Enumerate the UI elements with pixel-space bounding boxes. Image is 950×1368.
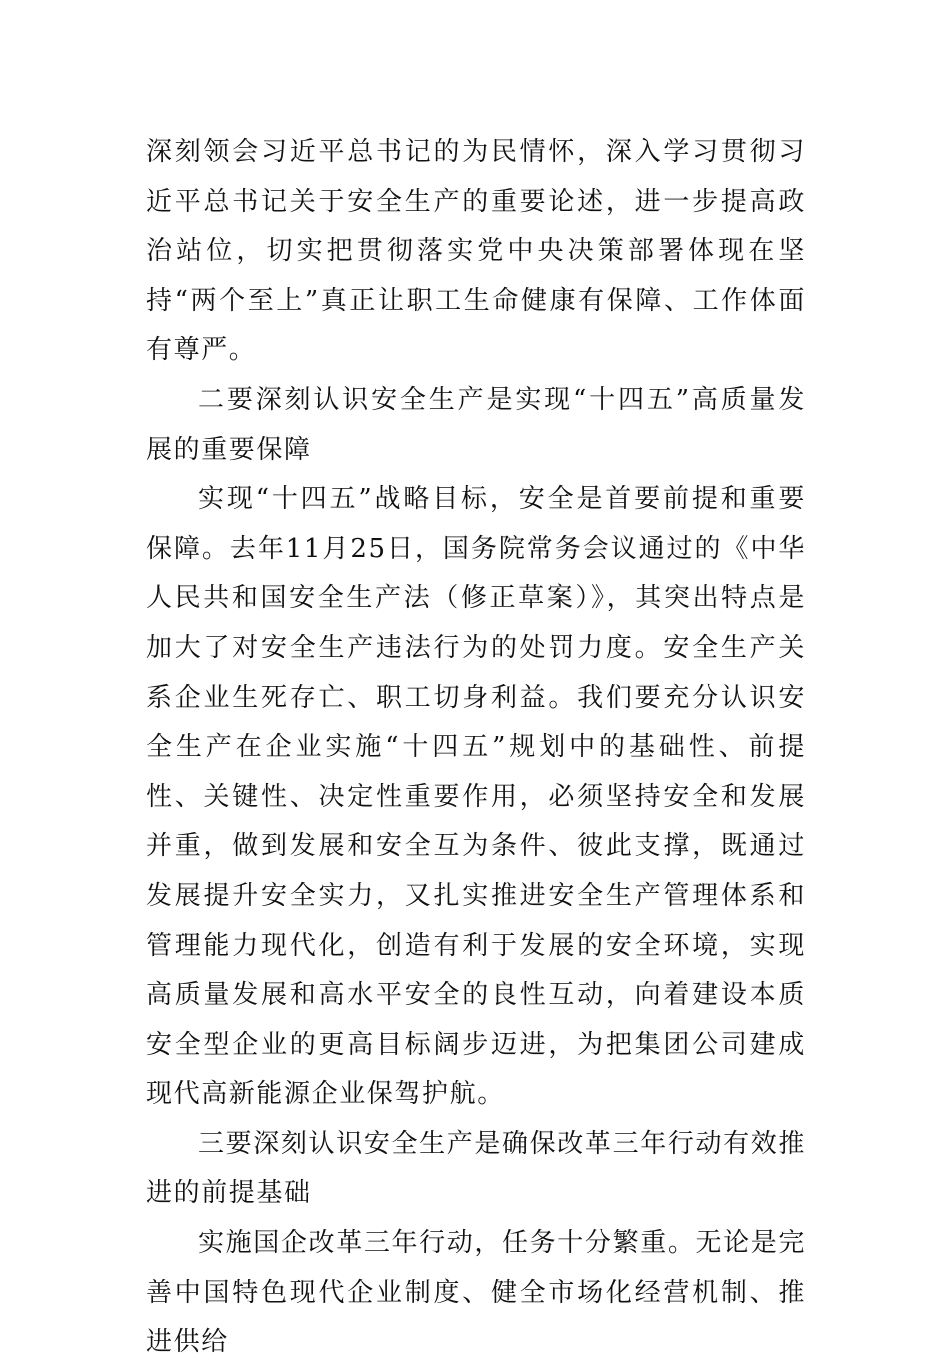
document-body [146, 128, 806, 1368]
paragraph-body: 实施国企改革三年行动，任务十分繁重。无论是完善中国特色现代企业制度、健全市场化经营机制、推进供给 [146, 1228, 806, 1358]
section-heading-two: 二要深刻认识安全生产是实现“十四五”高质量发展的重要保障 [146, 384, 806, 465]
section-heading-three: 三要深刻认识安全生产是确保改革三年行动有效推进的前提基础 [146, 1128, 806, 1209]
paragraph-body: 实现“十四五”战略目标，安全是首要前提和重要保障。去年11月25日，国务院常务会议通过的《中华人民共和国安全生产法（修正草案）》，其突出特点是加大了对安全生产违法行为的处罚力度。安全生产关系企业生死存亡、职工切身利益。我们要充分认识安全生产在企业实施“十四五”规划中的基础性、前提性、关键性、决定性重要作用，必须坚持安全和发展并重，做到发展和安全互为条件、彼此支撑，既通过发展提升安全实力，又扎实推进安全生产管理体系和管理能力现代化，创造有利于发展的安全环境，实现高质量发展和高水平安全的良性互动，向着建设本质安全型企业的更高目标阔步迈进，为把集团公司建成现代高新能源企业保驾护航。 [146, 484, 806, 1110]
paragraph-continued: 深刻领会习近平总书记的为民情怀，深入学习贯彻习近平总书记关于安全生产的重要论述，进一步提高政治站位，切实把贯彻落实党中央决策部署体现在坚持“两个至上”真正让职工生命健康有保障、工作体面有尊严。 [146, 137, 806, 366]
